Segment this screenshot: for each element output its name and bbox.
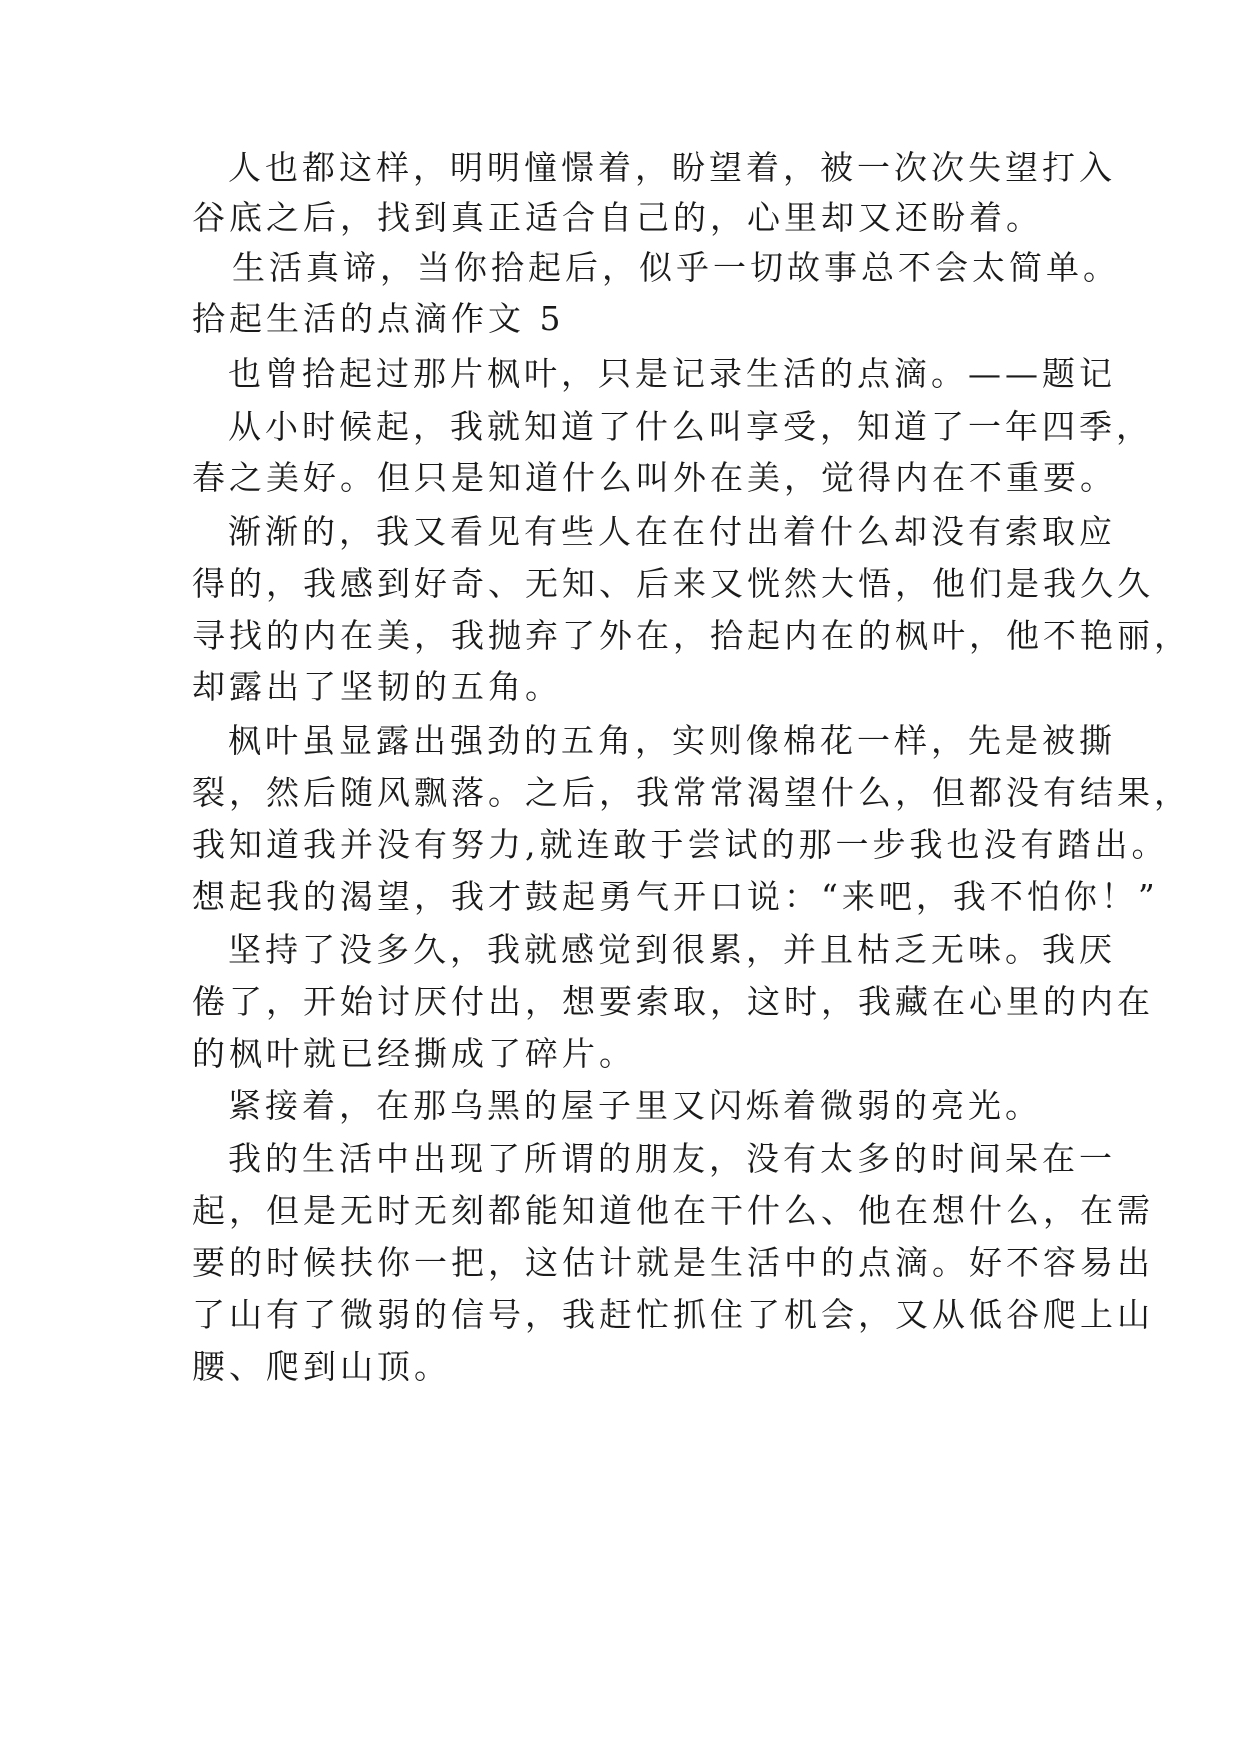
paragraph-line: 枫叶虽显露出强劲的五角，实则像棉花一样，先是被撕	[228, 721, 1116, 760]
paragraph-line: 生活真谛，当你拾起后，似乎一切故事总不会太简单。	[232, 248, 1120, 287]
paragraph-line: 人也都这样，明明憧憬着，盼望着，被一次次失望打入	[228, 148, 1116, 187]
paragraph-line: 也曾拾起过那片枫叶，只是记录生活的点滴。——题记	[228, 354, 1116, 393]
section-heading: 拾起生活的点滴作文 5	[192, 299, 565, 338]
paragraph-line: 紧接着，在那乌黑的屋子里又闪烁着微弱的亮光。	[228, 1086, 1042, 1125]
paragraph-line: 却露出了坚韧的五角。	[192, 667, 562, 706]
paragraph-line: 寻找的内在美，我抛弃了外在，拾起内在的枫叶，他不艳丽，	[192, 616, 1191, 655]
paragraph-line: 腰、爬到山顶。	[192, 1347, 451, 1386]
paragraph-line: 的枫叶就已经撕成了碎片。	[192, 1034, 636, 1073]
paragraph-line: 了山有了微弱的信号，我赶忙抓住了机会，又从低谷爬上山	[192, 1295, 1154, 1334]
paragraph-line: 得的，我感到好奇、无知、后来又恍然大悟，他们是我久久	[192, 564, 1154, 603]
paragraph-line: 坚持了没多久，我就感觉到很累，并且枯乏无味。我厌	[228, 930, 1116, 969]
paragraph-line: 我知道我并没有努力,就连敢于尝试的那一步我也没有踏出。	[192, 825, 1169, 864]
paragraph-line: 要的时候扶你一把，这估计就是生活中的点滴。好不容易出	[192, 1243, 1154, 1282]
paragraph-line: 想起我的渴望，我才鼓起勇气开口说：“来吧，我不怕你！”	[192, 877, 1159, 916]
paragraph-line: 谷底之后，找到真正适合自己的，心里却又还盼着。	[192, 198, 1043, 237]
paragraph-line: 裂，然后随风飘落。之后，我常常渴望什么，但都没有结果，	[192, 773, 1191, 812]
paragraph-line: 春之美好。但只是知道什么叫外在美，觉得内在不重要。	[192, 458, 1117, 497]
paragraph-line: 倦了，开始讨厌付出，想要索取，这时，我藏在心里的内在	[192, 982, 1154, 1021]
paragraph-line: 起，但是无时无刻都能知道他在干什么、他在想什么，在需	[192, 1191, 1154, 1230]
paragraph-line: 渐渐的，我又看见有些人在在付出着什么却没有索取应	[228, 512, 1116, 551]
paragraph-line: 从小时候起，我就知道了什么叫享受，知道了一年四季，	[228, 407, 1153, 446]
paragraph-line: 我的生活中出现了所谓的朋友，没有太多的时间呆在一	[228, 1139, 1116, 1178]
